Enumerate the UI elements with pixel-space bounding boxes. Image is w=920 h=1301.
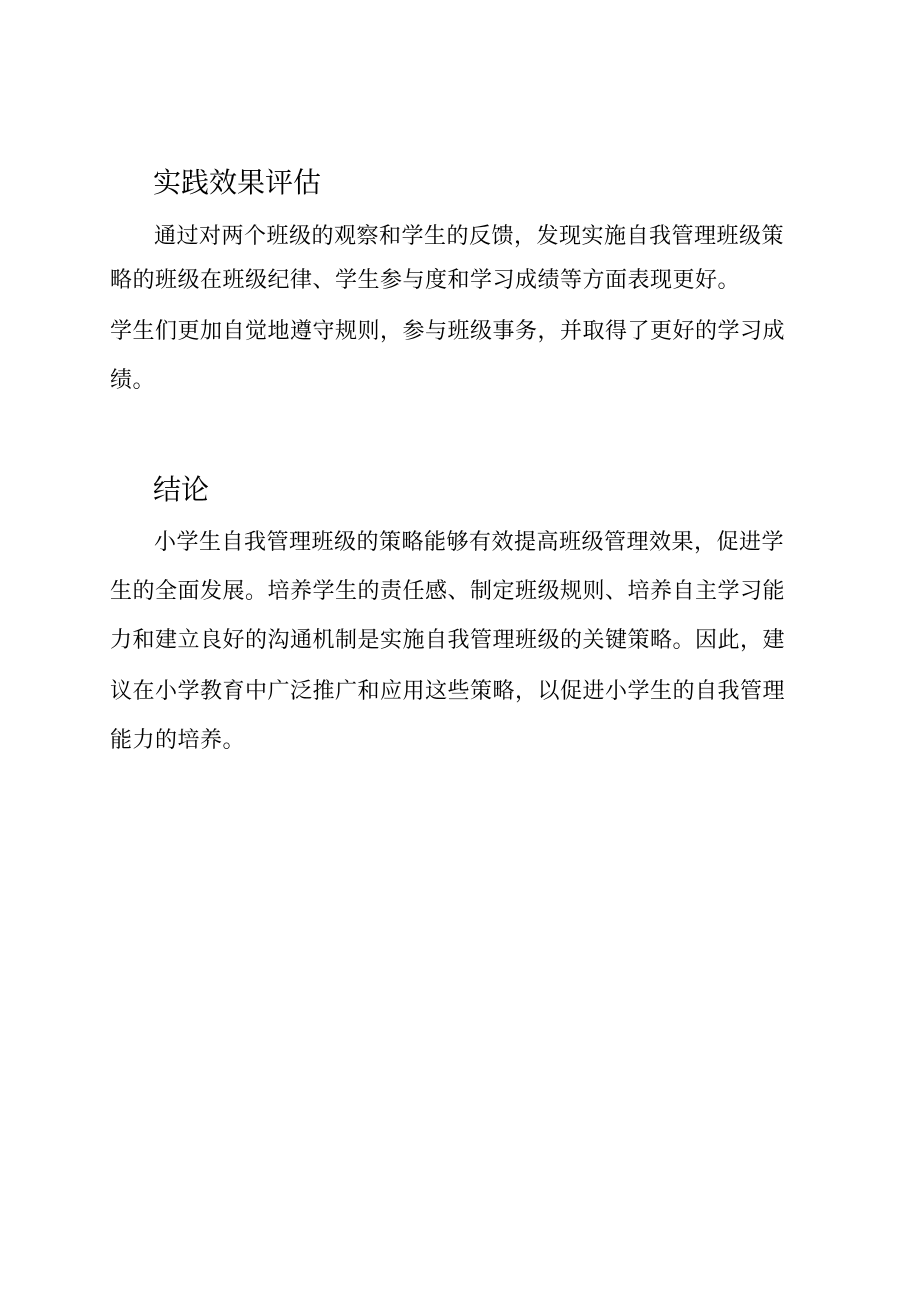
paragraph-line: 议在小学教育中广泛推广和应用这些策略，以促进小学生的自我管理	[110, 679, 786, 704]
paragraph-line: 小学生自我管理班级的策略能够有效提高班级管理效果，促进学	[154, 530, 785, 555]
paragraph-line: 通过对两个班级的观察和学生的反馈，发现实施自我管理班级策	[154, 224, 785, 249]
paragraph-line: 力和建立良好的沟通机制是实施自我管理班级的关键策略。因此，建	[110, 628, 786, 653]
paragraph-line: 绩。	[110, 368, 156, 393]
section-heading-conclusion: 结论	[153, 473, 210, 506]
paragraph-line: 学生们更加自觉地遵守规则，参与班级事务，并取得了更好的学习成	[110, 319, 786, 344]
paragraph-line: 能力的培养。	[110, 728, 246, 753]
section-heading-evaluation: 实践效果评估	[153, 166, 322, 199]
paragraph-line: 生的全面发展。培养学生的责任感、制定班级规则、培养自主学习能	[110, 579, 786, 604]
paragraph-line: 略的班级在班级纪律、学生参与度和学习成绩等方面表现更好。	[110, 268, 741, 293]
